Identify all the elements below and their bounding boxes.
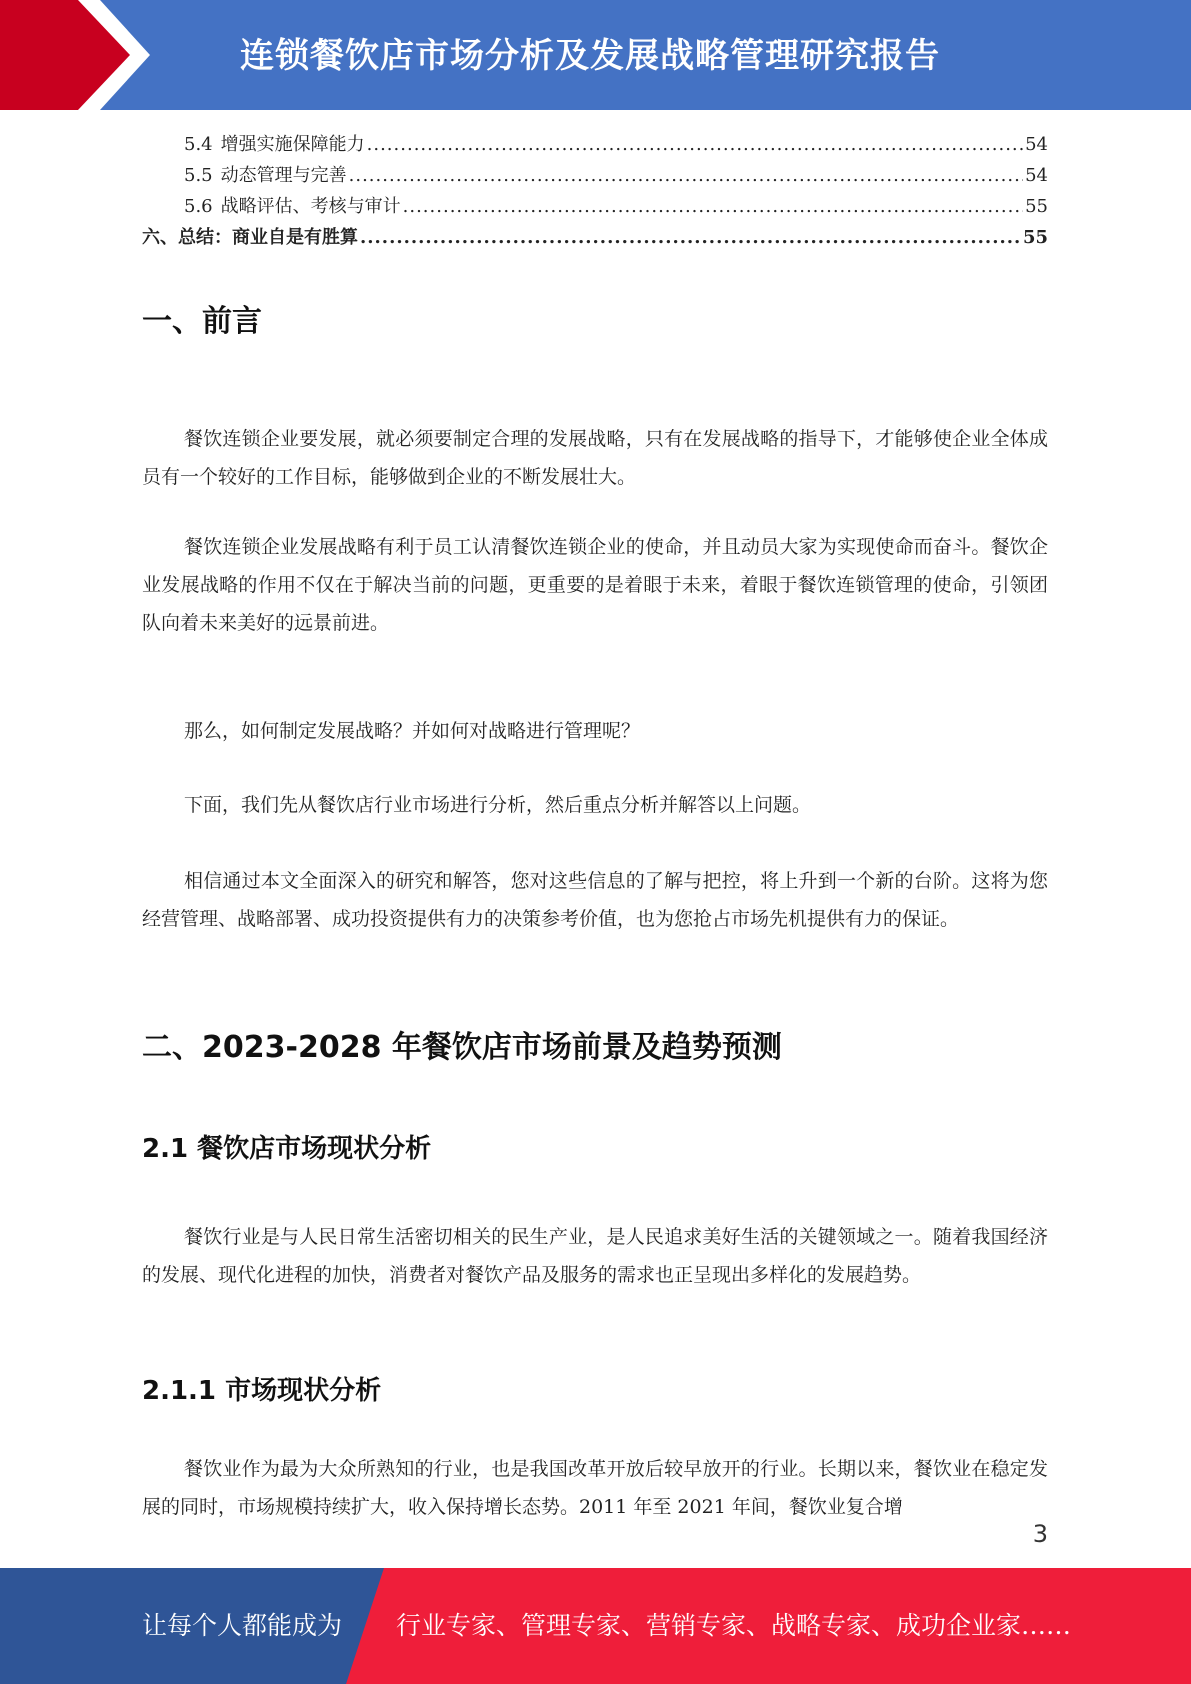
toc-leader-dots: [349, 165, 1023, 186]
toc-entry-page: 55: [1022, 227, 1048, 248]
paragraph: 相信通过本文全面深入的研究和解答，您对这些信息的了解与把控，将上升到一个新的台阶。这将为您经营管理、战略部署、成功投资提供有力的决策参考价值，也为您抢占市场先机提供有力的保证。: [142, 870, 1048, 930]
toc-entry[interactable]: [142, 161, 1048, 192]
toc-entry-number: 5.6: [184, 196, 213, 217]
footer-slogan-right: 行业专家、管理专家、营销专家、战略专家、成功企业家……: [396, 1611, 1072, 1640]
table-of-contents: [142, 130, 1048, 254]
toc-entry-chapter[interactable]: [142, 223, 1048, 254]
toc-entry-label: 六、总结：商业自是有胜算: [142, 227, 358, 248]
page-header: [0, 0, 1191, 110]
toc-entry-page: 54: [1025, 165, 1048, 186]
toc-leader-dots: [403, 196, 1023, 217]
toc-entry-page: 55: [1025, 196, 1048, 217]
toc-leader-dots: [360, 227, 1021, 248]
page-number: 3: [1032, 1520, 1048, 1548]
toc-entry-label: 动态管理与完善: [220, 165, 347, 186]
subsection-heading: 2.1 餐饮店市场现状分析: [142, 1134, 432, 1164]
paragraph: 那么，如何制定发展战略？并如何对战略进行管理呢？: [184, 720, 641, 742]
paragraph: 餐饮行业是与人民日常生活密切相关的民生产业，是人民追求美好生活的关键领域之一。随着我国经济的发展、现代化进程的加快，消费者对餐饮产品及服务的需求也正呈现出多样化的发展趋势。: [142, 1226, 1048, 1286]
toc-entry-page: 54: [1025, 134, 1048, 155]
section-heading-preface: 一、前言: [142, 304, 262, 339]
toc-entry-label: 增强实施保障能力: [220, 134, 365, 155]
paragraph: 餐饮连锁企业发展战略有利于员工认清餐饮连锁企业的使命，并且动员大家为实现使命而奋斗。餐饮企业发展战略的作用不仅在于解决当前的问题，更重要的是着眼于未来，着眼于餐饮连锁管理的使命，引领团队向着未来美好的远景前进。: [142, 536, 1048, 634]
toc-entry-number: 5.5: [184, 165, 213, 186]
toc-entry-label: 战略评估、考核与审计: [220, 196, 401, 217]
section-heading-market-outlook: 二、2023-2028 年餐饮店市场前景及趋势预测: [142, 1030, 782, 1065]
toc-entry-number: 5.4: [184, 134, 213, 155]
header-title: 连锁餐饮店市场分析及发展战略管理研究报告: [240, 36, 940, 76]
subsection-heading: 2.1.1 市场现状分析: [142, 1376, 382, 1406]
paragraph: 餐饮连锁企业要发展，就必须要制定合理的发展战略，只有在发展战略的指导下，才能够使企业全体成员有一个较好的工作目标，能够做到企业的不断发展壮大。: [142, 428, 1048, 488]
toc-entry[interactable]: [142, 192, 1048, 223]
paragraph: 餐饮业作为最为大众所熟知的行业，也是我国改革开放后较早放开的行业。长期以来，餐饮业在稳定发展的同时，市场规模持续扩大，收入保持增长态势。2011 年至 2021 年间，餐饮业复合增: [142, 1458, 1048, 1518]
toc-leader-dots: [367, 134, 1023, 155]
footer-slogan-left: 让每个人都能成为: [142, 1611, 343, 1640]
page-footer: [0, 1568, 1191, 1684]
paragraph: 下面，我们先从餐饮店行业市场进行分析，然后重点分析并解答以上问题。: [184, 794, 812, 816]
toc-entry[interactable]: [142, 130, 1048, 161]
